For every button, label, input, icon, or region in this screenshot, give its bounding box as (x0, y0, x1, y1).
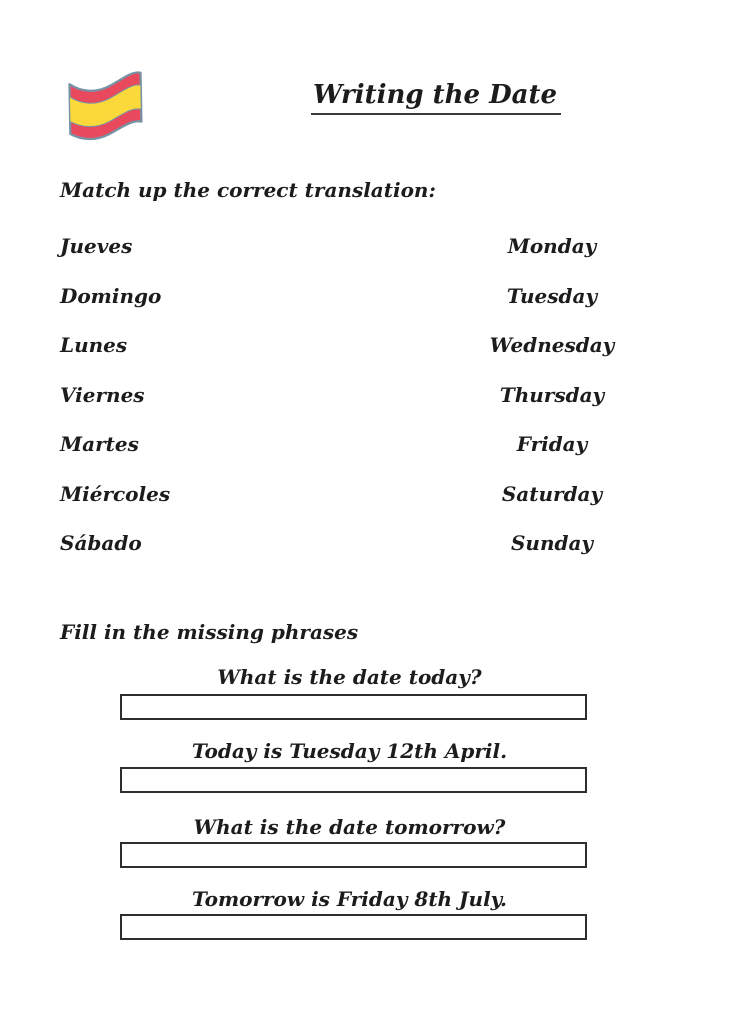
english-days-column (452, 234, 652, 581)
english-day-label: Saturday (501, 481, 603, 506)
answer-box[interactable] (120, 694, 587, 720)
fill-prompt: What is the date tomorrow? (193, 815, 506, 839)
spanish-day-label: Jueves (60, 234, 133, 258)
spain-flag-image (60, 62, 150, 142)
fill-prompt: Tomorrow is Friday 8th July. (192, 887, 507, 911)
answer-box[interactable] (120, 914, 587, 940)
page-title: Writing the Date (311, 80, 561, 115)
spanish-day-label: Domingo (60, 283, 162, 308)
spanish-day-label: Viernes (60, 382, 145, 407)
english-day-label: Thursday (499, 382, 605, 407)
english-day-label: Friday (516, 432, 588, 456)
match-instruction: Match up the correct translation: (60, 178, 436, 202)
spanish-day-label: Miércoles (60, 481, 171, 506)
english-day-label: Wednesday (489, 333, 615, 357)
spanish-day-label: Sábado (60, 531, 142, 555)
spanish-day-label: Martes (60, 432, 139, 456)
answer-box[interactable] (120, 842, 587, 868)
spanish-days-column (60, 234, 170, 581)
fill-prompt: What is the date today? (217, 665, 482, 689)
english-day-label: Tuesday (506, 283, 598, 308)
spanish-day-label: Lunes (60, 333, 128, 357)
fill-instruction: Fill in the missing phrases (60, 620, 359, 644)
english-day-label: Monday (507, 234, 597, 258)
english-day-label: Sunday (510, 531, 594, 555)
fill-prompt: Today is Tuesday 12th April. (191, 739, 508, 763)
answer-box[interactable] (120, 767, 587, 793)
